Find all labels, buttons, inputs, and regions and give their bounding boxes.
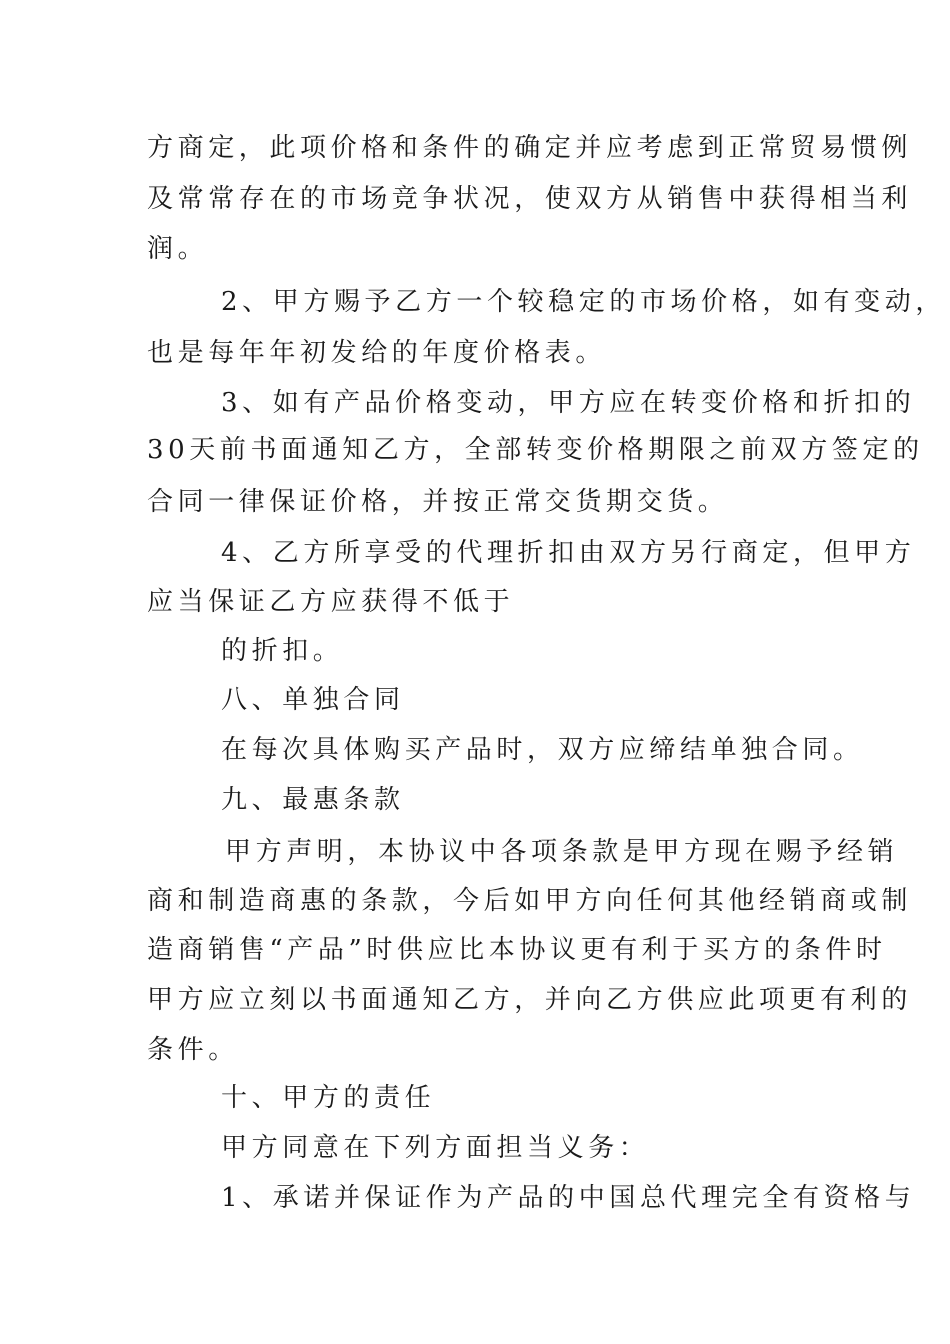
text-line: 在每次具体购买产品时，双方应缔结单独合同。 [221, 735, 864, 765]
text-line: 4、乙方所享受的代理折扣由双方另行商定，但甲方 [221, 538, 916, 568]
text-line: 甲方应立刻以书面通知乙方，并向乙方供应此项更有利的 [147, 985, 913, 1015]
text-line: 润。 [147, 234, 209, 264]
text-line: 方商定，此项价格和条件的确定并应考虑到正常贸易惯例 [147, 133, 913, 163]
text-line: 3、如有产品价格变动，甲方应在转变价格和折扣的 [221, 388, 916, 418]
text-line: 造商销售“产品”时供应比本协议更有利于买方的条件时 [147, 935, 887, 965]
text-line: 2、甲方赐予乙方一个较稳定的市场价格，如有变动， [221, 287, 946, 317]
section-heading: 十、甲方的责任 [221, 1083, 436, 1113]
text-line: 应当保证乙方应获得不低于 [147, 587, 515, 617]
text-line: 甲方声明，本协议中各项条款是甲方现在赐予经销 [225, 837, 899, 867]
text-line: 1、承诺并保证作为产品的中国总代理完全有资格与 [221, 1183, 916, 1213]
text-line: 30天前书面通知乙方，全部转变价格期限之前双方签定的 [147, 435, 924, 465]
section-heading: 八、单独合同 [221, 685, 405, 715]
text-line: 甲方同意在下列方面担当义务： [221, 1133, 650, 1163]
section-heading: 九、最惠条款 [221, 785, 405, 815]
text-line: 条件。 [147, 1035, 239, 1065]
text-line: 商和制造商惠的条款，今后如甲方向任何其他经销商或制 [147, 886, 913, 916]
text-line: 合同一律保证价格，并按正常交货期交货。 [147, 487, 729, 517]
text-line: 也是每年年初发给的年度价格表。 [147, 338, 607, 368]
text-line: 及常常存在的市场竞争状况，使双方从销售中获得相当利 [147, 184, 913, 214]
text-line: 的折扣。 [221, 636, 344, 666]
